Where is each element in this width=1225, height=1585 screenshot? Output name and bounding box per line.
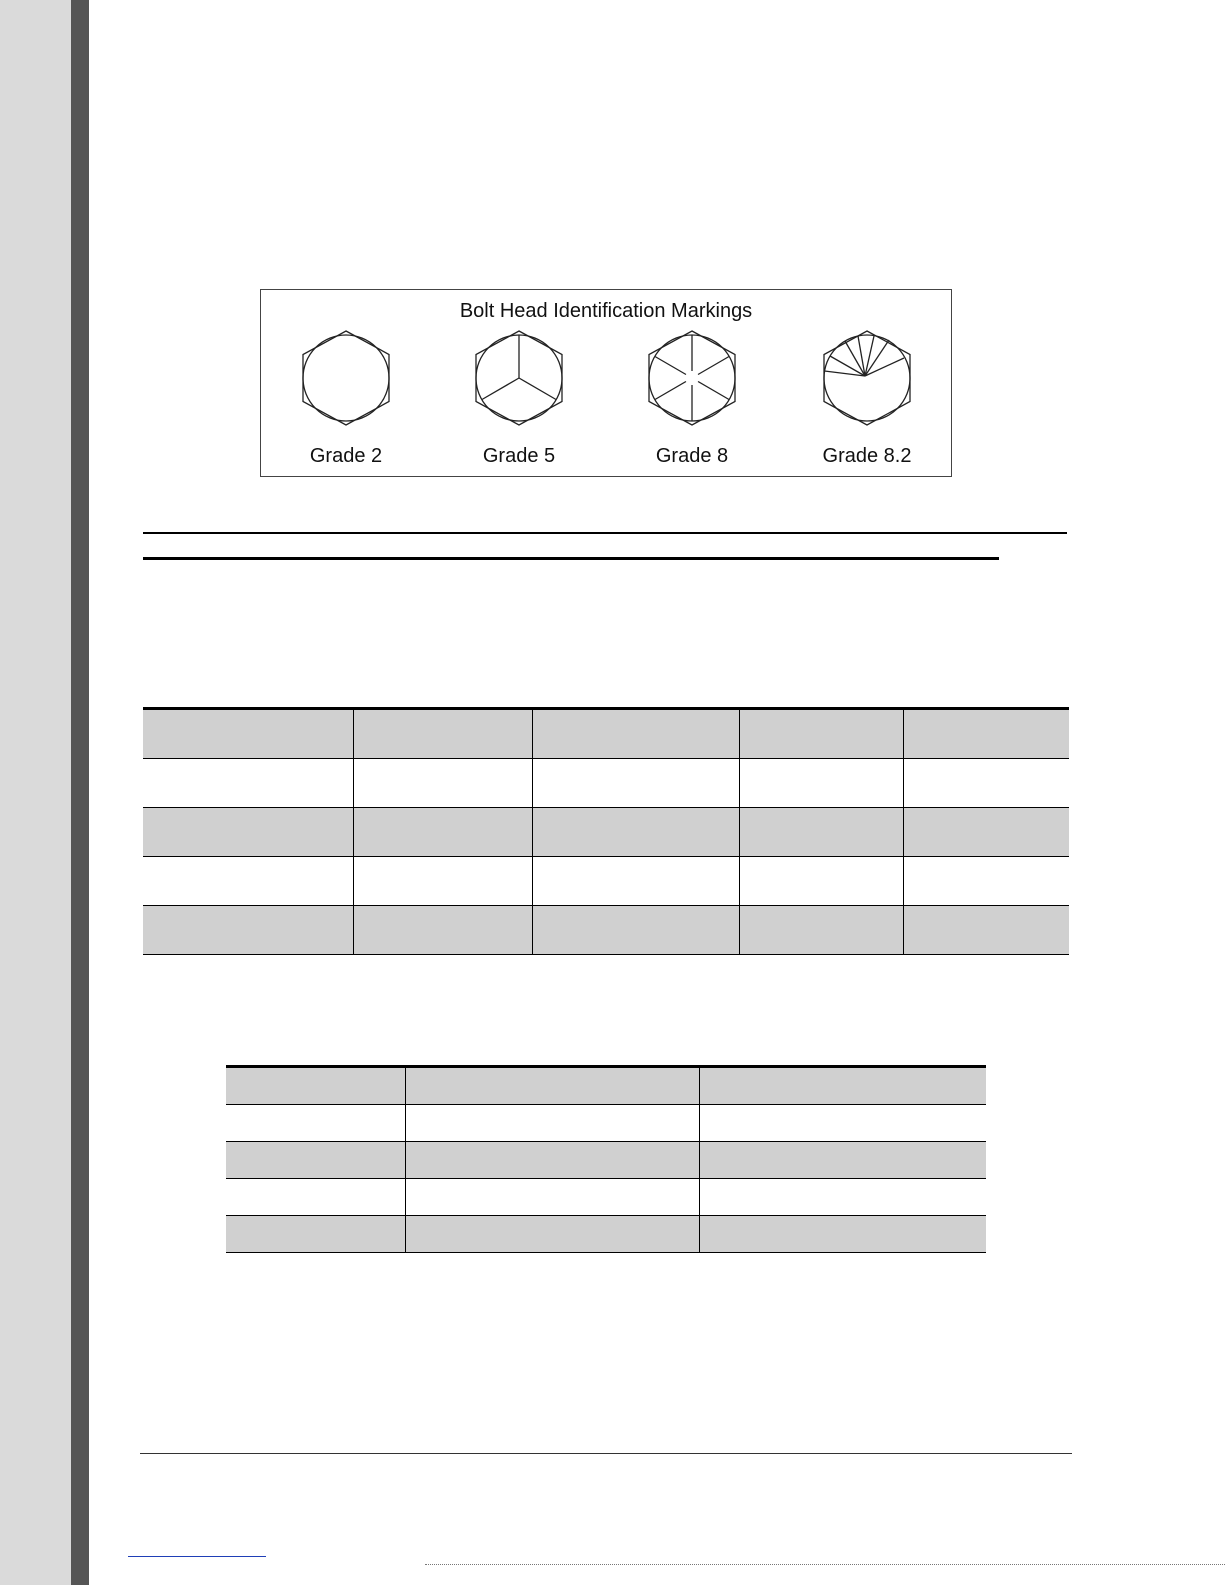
footer-rule <box>140 1453 1072 1454</box>
table-header-row <box>226 1067 986 1105</box>
bolt-grade-5 <box>454 328 584 468</box>
table-row <box>143 857 1069 906</box>
bolt-head-grade-8-icon <box>642 328 742 428</box>
table-row <box>226 1179 986 1216</box>
footer-link-underline <box>128 1556 266 1557</box>
figure-title: Bolt Head Identification Markings <box>459 300 753 322</box>
table-header-row <box>143 709 1069 759</box>
page-margin-edge <box>71 0 89 1585</box>
bolt-grade-8-2 <box>802 328 932 468</box>
table-row <box>226 1142 986 1179</box>
bolt-label: Grade 8 <box>655 445 729 467</box>
bolt-grade-8 <box>627 328 757 468</box>
bolt-grade-2 <box>281 328 411 468</box>
table-row <box>143 808 1069 857</box>
bolt-head-grade-5-icon <box>469 328 569 428</box>
bolt-label: Grade 2 <box>309 445 383 467</box>
bolt-label: Grade 8.2 <box>822 445 912 467</box>
bolt-head-grade-2-icon <box>296 328 396 428</box>
table-row <box>226 1105 986 1142</box>
bolt-label: Grade 5 <box>482 445 556 467</box>
table-row <box>143 906 1069 955</box>
table-row <box>226 1216 986 1253</box>
bolt-markings-figure <box>260 289 952 477</box>
page-margin-light <box>0 0 71 1585</box>
table-row <box>143 759 1069 808</box>
section-rule <box>143 532 1067 534</box>
secondary-table <box>226 1065 986 1253</box>
bolt-head-grade-8-2-icon <box>817 328 917 428</box>
grade-properties-table <box>143 707 1069 955</box>
section-underline <box>143 557 999 560</box>
footer-dotted-leader <box>425 1564 1225 1565</box>
